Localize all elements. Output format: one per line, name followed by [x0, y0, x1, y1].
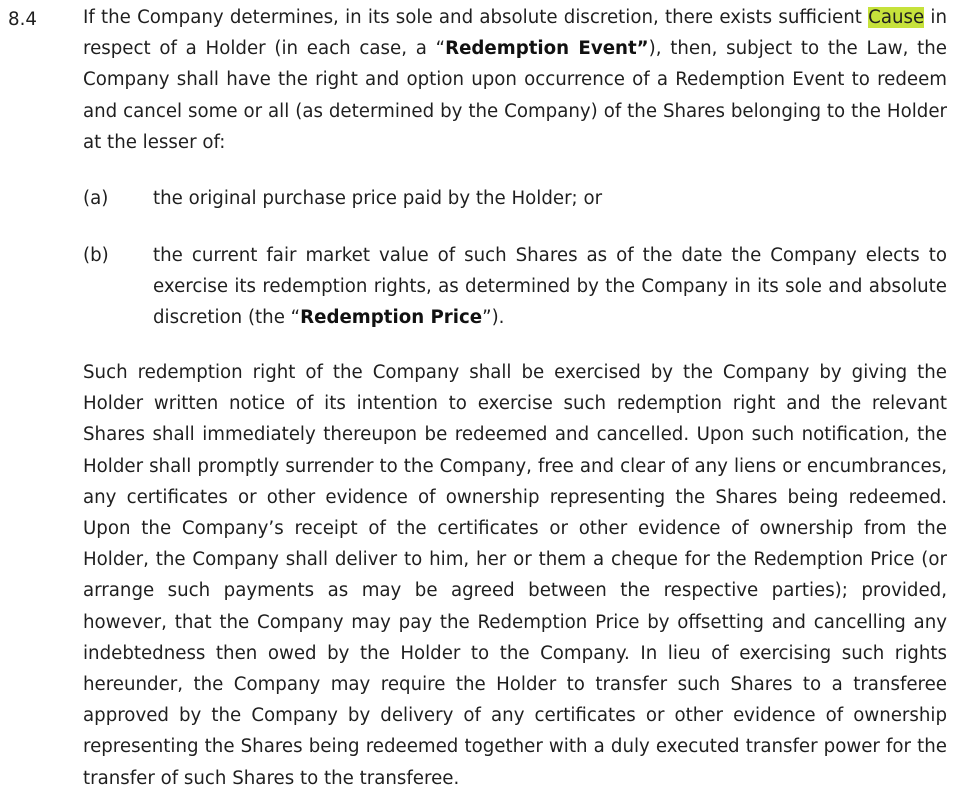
- defined-term-redemption-event: Redemption Event”: [445, 38, 649, 60]
- list-item-label-b: (b): [83, 245, 109, 266]
- list-item-text-a: the original purchase price paid by the Holder; or: [153, 188, 603, 209]
- defined-term-redemption-price: Redemption Price: [300, 307, 483, 329]
- clause-intro-paragraph: [83, 2, 947, 158]
- item-b-text-part-1: the current fair market value of such Shares as of the date the Company elects to exercise its redemption rights, as determined by the Company in its sole and absolute discretion (the “: [153, 245, 947, 329]
- intro-text-part-3: ), then, subject to the Law, the Company shall have the right and option upon occurrence of a Redemption Event to redeem and cancel some or all (as determined by the Company) of the Shares belonging to the Holder at the lesser of:: [83, 38, 948, 153]
- highlighted-term-cause: Cause: [868, 7, 925, 28]
- item-b-text-part-2: ”).: [482, 307, 505, 329]
- clause-closing-paragraph: Such redemption right of the Company shall be exercised by the Company by giving the Holder written notice of its intention to exercise such redemption right and the relevant Shares shall immediately thereupon be redeemed and cancelled. Upon such notification, the Holder shall promptly surrender to the Company, free and clear of any liens or encumbrances, any certificates or other evidence of ownership representing the Shares being redeemed. Upon the Company’s receipt of the certificates or other evidence of ownership from the Holder, the Company shall deliver to him, her or them a cheque for the Redemption Price (or arrange such payments as may be agreed between the respective parties); provided, however, that the Company may pay the Redemption Price by offsetting and cancelling any indebtedness then owed by the Holder to the Company. In lieu of exercising such rights hereunder, the Company may require the Holder to transfer such Shares to a transferee approved by the Company by delivery of any certificates or other evidence of ownership representing the Shares being redeemed together with a duly executed transfer power for the transfer of such Shares to the transferee.: [83, 362, 947, 789]
- list-item-label-a: (a): [83, 188, 109, 209]
- intro-text-part-2: in respect of a Holder (in each case, a “: [83, 7, 947, 60]
- clause-number: 8.4: [8, 9, 37, 30]
- intro-text-part-1: If the Company determines, in its sole and absolute discretion, there exists sufficient: [83, 7, 869, 28]
- list-item-text-b: [153, 240, 947, 334]
